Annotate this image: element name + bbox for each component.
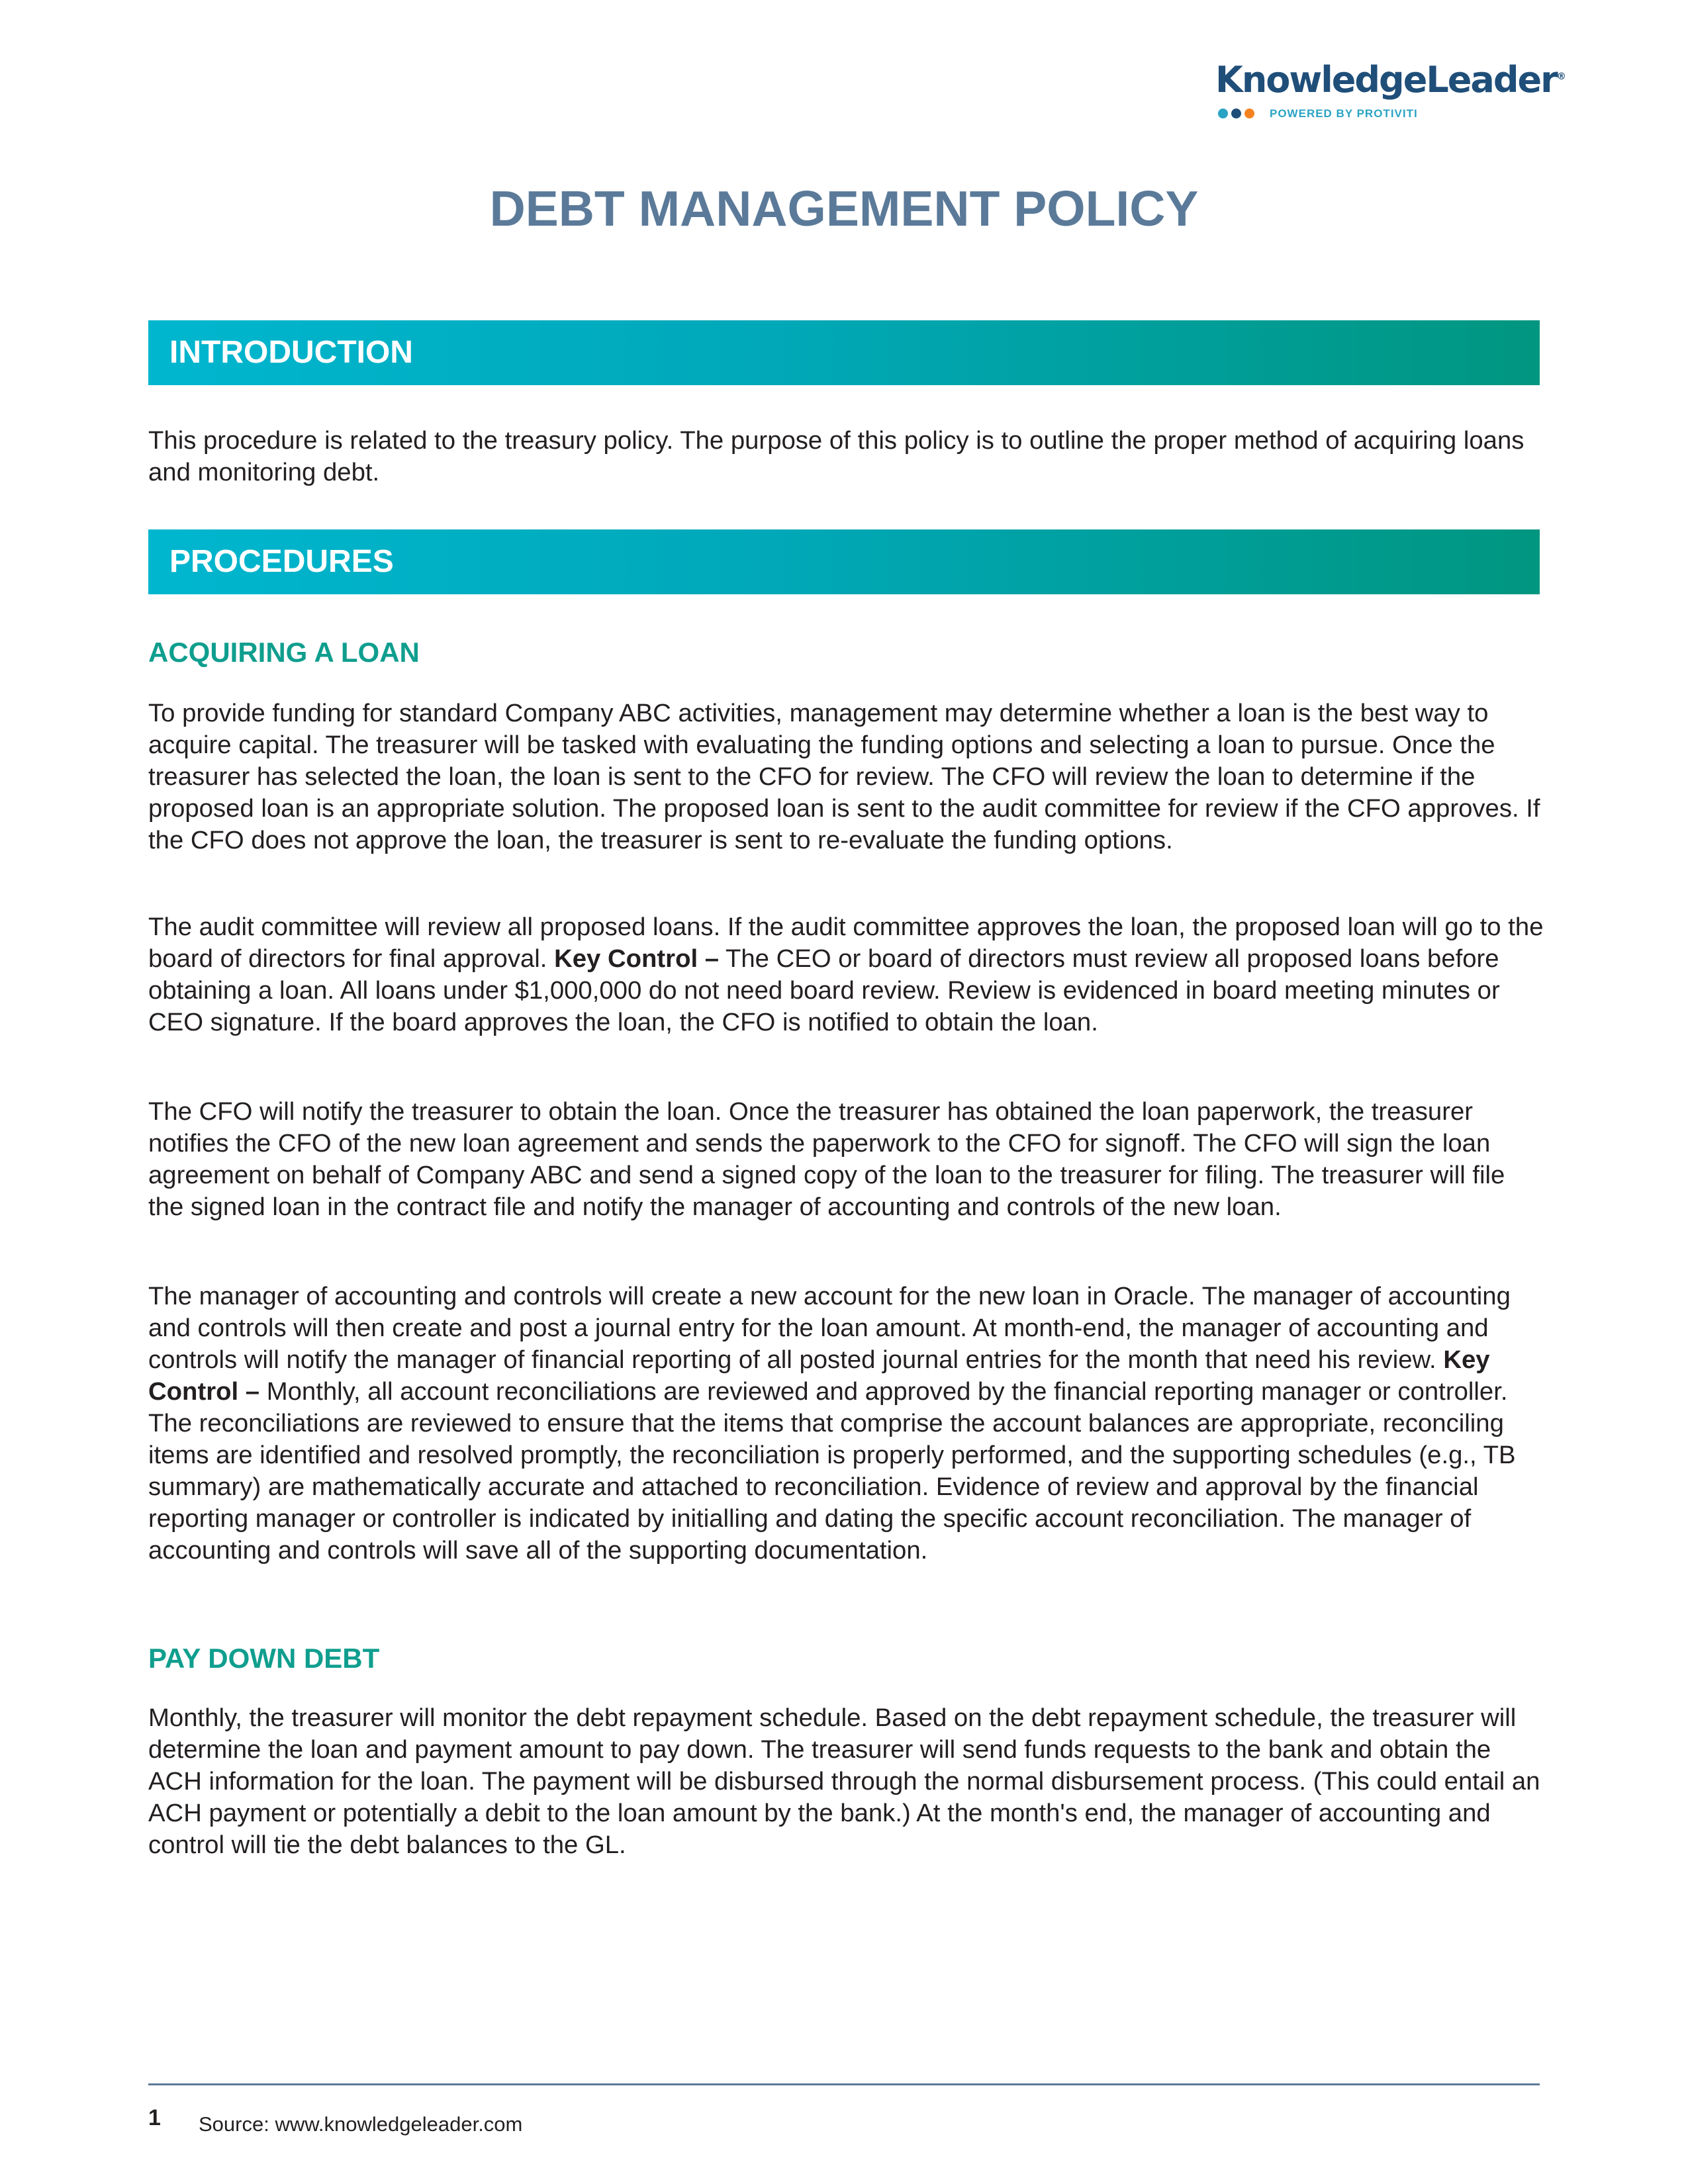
p2-text-after: The CEO or board of directors must review all proposed loans before obtaining a loan. All loans under $1,000,000 do not need board review. Review is evidenced in board meeting minutes or CEO signature. If the board approves the loan, the CFO is notified to obtain the loan. <box>148 944 1500 1036</box>
logo-wordmark <box>1215 56 1566 101</box>
document-title: DEBT MANAGEMENT POLICY <box>489 181 1199 236</box>
logo-brand-name: KnowledgeLeader <box>1215 59 1557 101</box>
footer-divider <box>148 2083 1540 2085</box>
key-control-label-2: Key Control – <box>148 1345 1490 1406</box>
knowledgeleader-logo <box>1215 56 1566 128</box>
introduction-section-bar <box>148 320 1540 385</box>
logo-tagline: POWERED BY PROTIVITI <box>1270 107 1418 120</box>
acquiring-loan-paragraph-4 <box>148 1281 1545 1567</box>
introduction-heading: INTRODUCTION <box>169 335 413 370</box>
logo-registered-mark: ® <box>1556 71 1566 82</box>
p4-text-after: Monthly, all account reconciliations are reviewed and approved by the financial reporting manager or controller. The reconciliations are reviewed to ensure that the items that comprise the account balances are appropriate, reconciling items are identified and resolved promptly, the reconciliation is properly performed, and the supporting schedules (e.g., TB summary) are mathematically accurate and attached to reconciliation. Evidence of review and approval by the financial reporting manager or controller is indicated by initialling and dating the specific account reconciliation. The manager of accounting and controls will save all of the supporting documentation. <box>148 1377 1516 1565</box>
procedures-heading: PROCEDURES <box>169 544 394 579</box>
p4-text-before: The manager of accounting and controls will create a new account for the new loan in Oracle. The manager of accounting and controls will then create and post a journal entry for the loan amount. At month-end, the manager of accounting and controls will notify the manager of financial reporting of all posted journal entries for the month that need his review. <box>148 1282 1511 1374</box>
logo-dots <box>1218 109 1254 119</box>
pay-down-debt-paragraph: Monthly, the treasurer will monitor the debt repayment schedule. Based on the debt repayment schedule, the treasurer will determine the loan and payment amount to pay down. The treasurer will send funds requests to the bank and obtain the ACH information for the loan. The payment will be disbursed through the normal disbursement process. (This could entail an ACH payment or potentially a debit to the loan amount by the bank.) At the month's end, the manager of accounting and control will tie the debt balances to the GL. <box>148 1704 1540 1859</box>
acquiring-loan-paragraph-2 <box>148 911 1545 1038</box>
acquiring-loan-paragraph-3: The CFO will notify the treasurer to obtain the loan. Once the treasurer has obtained the loan paperwork, the treasurer notifies the CFO of the new loan agreement and sends the paperwork to the CFO for signoff. The CFO will sign the loan agreement on behalf of Company ABC and send a signed copy of the loan to the treasurer for filing. The treasurer will file the signed loan in the contract file and notify the manager of accounting and controls of the new loan. <box>148 1097 1505 1221</box>
logo-dot-navy <box>1231 109 1241 118</box>
p2-text-before: The audit committee will review all proposed loans. If the audit committee approves the loan, the proposed loan will go to the board of directors for final approval. <box>148 913 1544 973</box>
acquiring-loan-paragraph-1: To provide funding for standard Company ABC activities, management may determine whether a loan is the best way to acquire capital. The treasurer will be tasked with evaluating the funding options and selecting a loan to pursue. Once the treasurer has selected the loan, the loan is sent to the CFO for review. The CFO will review the loan to determine if the proposed loan is an appropriate solution. The proposed loan is sent to the audit committee for review if the CFO approves. If the CFO does not approve the loan, the treasurer is sent to re-evaluate the funding options. <box>148 699 1540 854</box>
logo-dot-orange <box>1244 109 1254 118</box>
acquiring-loan-subheading: ACQUIRING A LOAN <box>148 637 420 668</box>
procedures-section-bar <box>148 529 1540 594</box>
introduction-paragraph: This procedure is related to the treasury policy. The purpose of this policy is to outline the proper method of acquiring loans and monitoring debt. <box>148 426 1524 486</box>
pay-down-debt-subheading: PAY DOWN DEBT <box>148 1643 380 1674</box>
page-number: 1 <box>148 2105 161 2130</box>
key-control-label-1: Key Control – <box>554 944 720 973</box>
logo-dot-teal <box>1218 109 1228 118</box>
footer-source: Source: www.knowledgeleader.com <box>199 2113 523 2136</box>
